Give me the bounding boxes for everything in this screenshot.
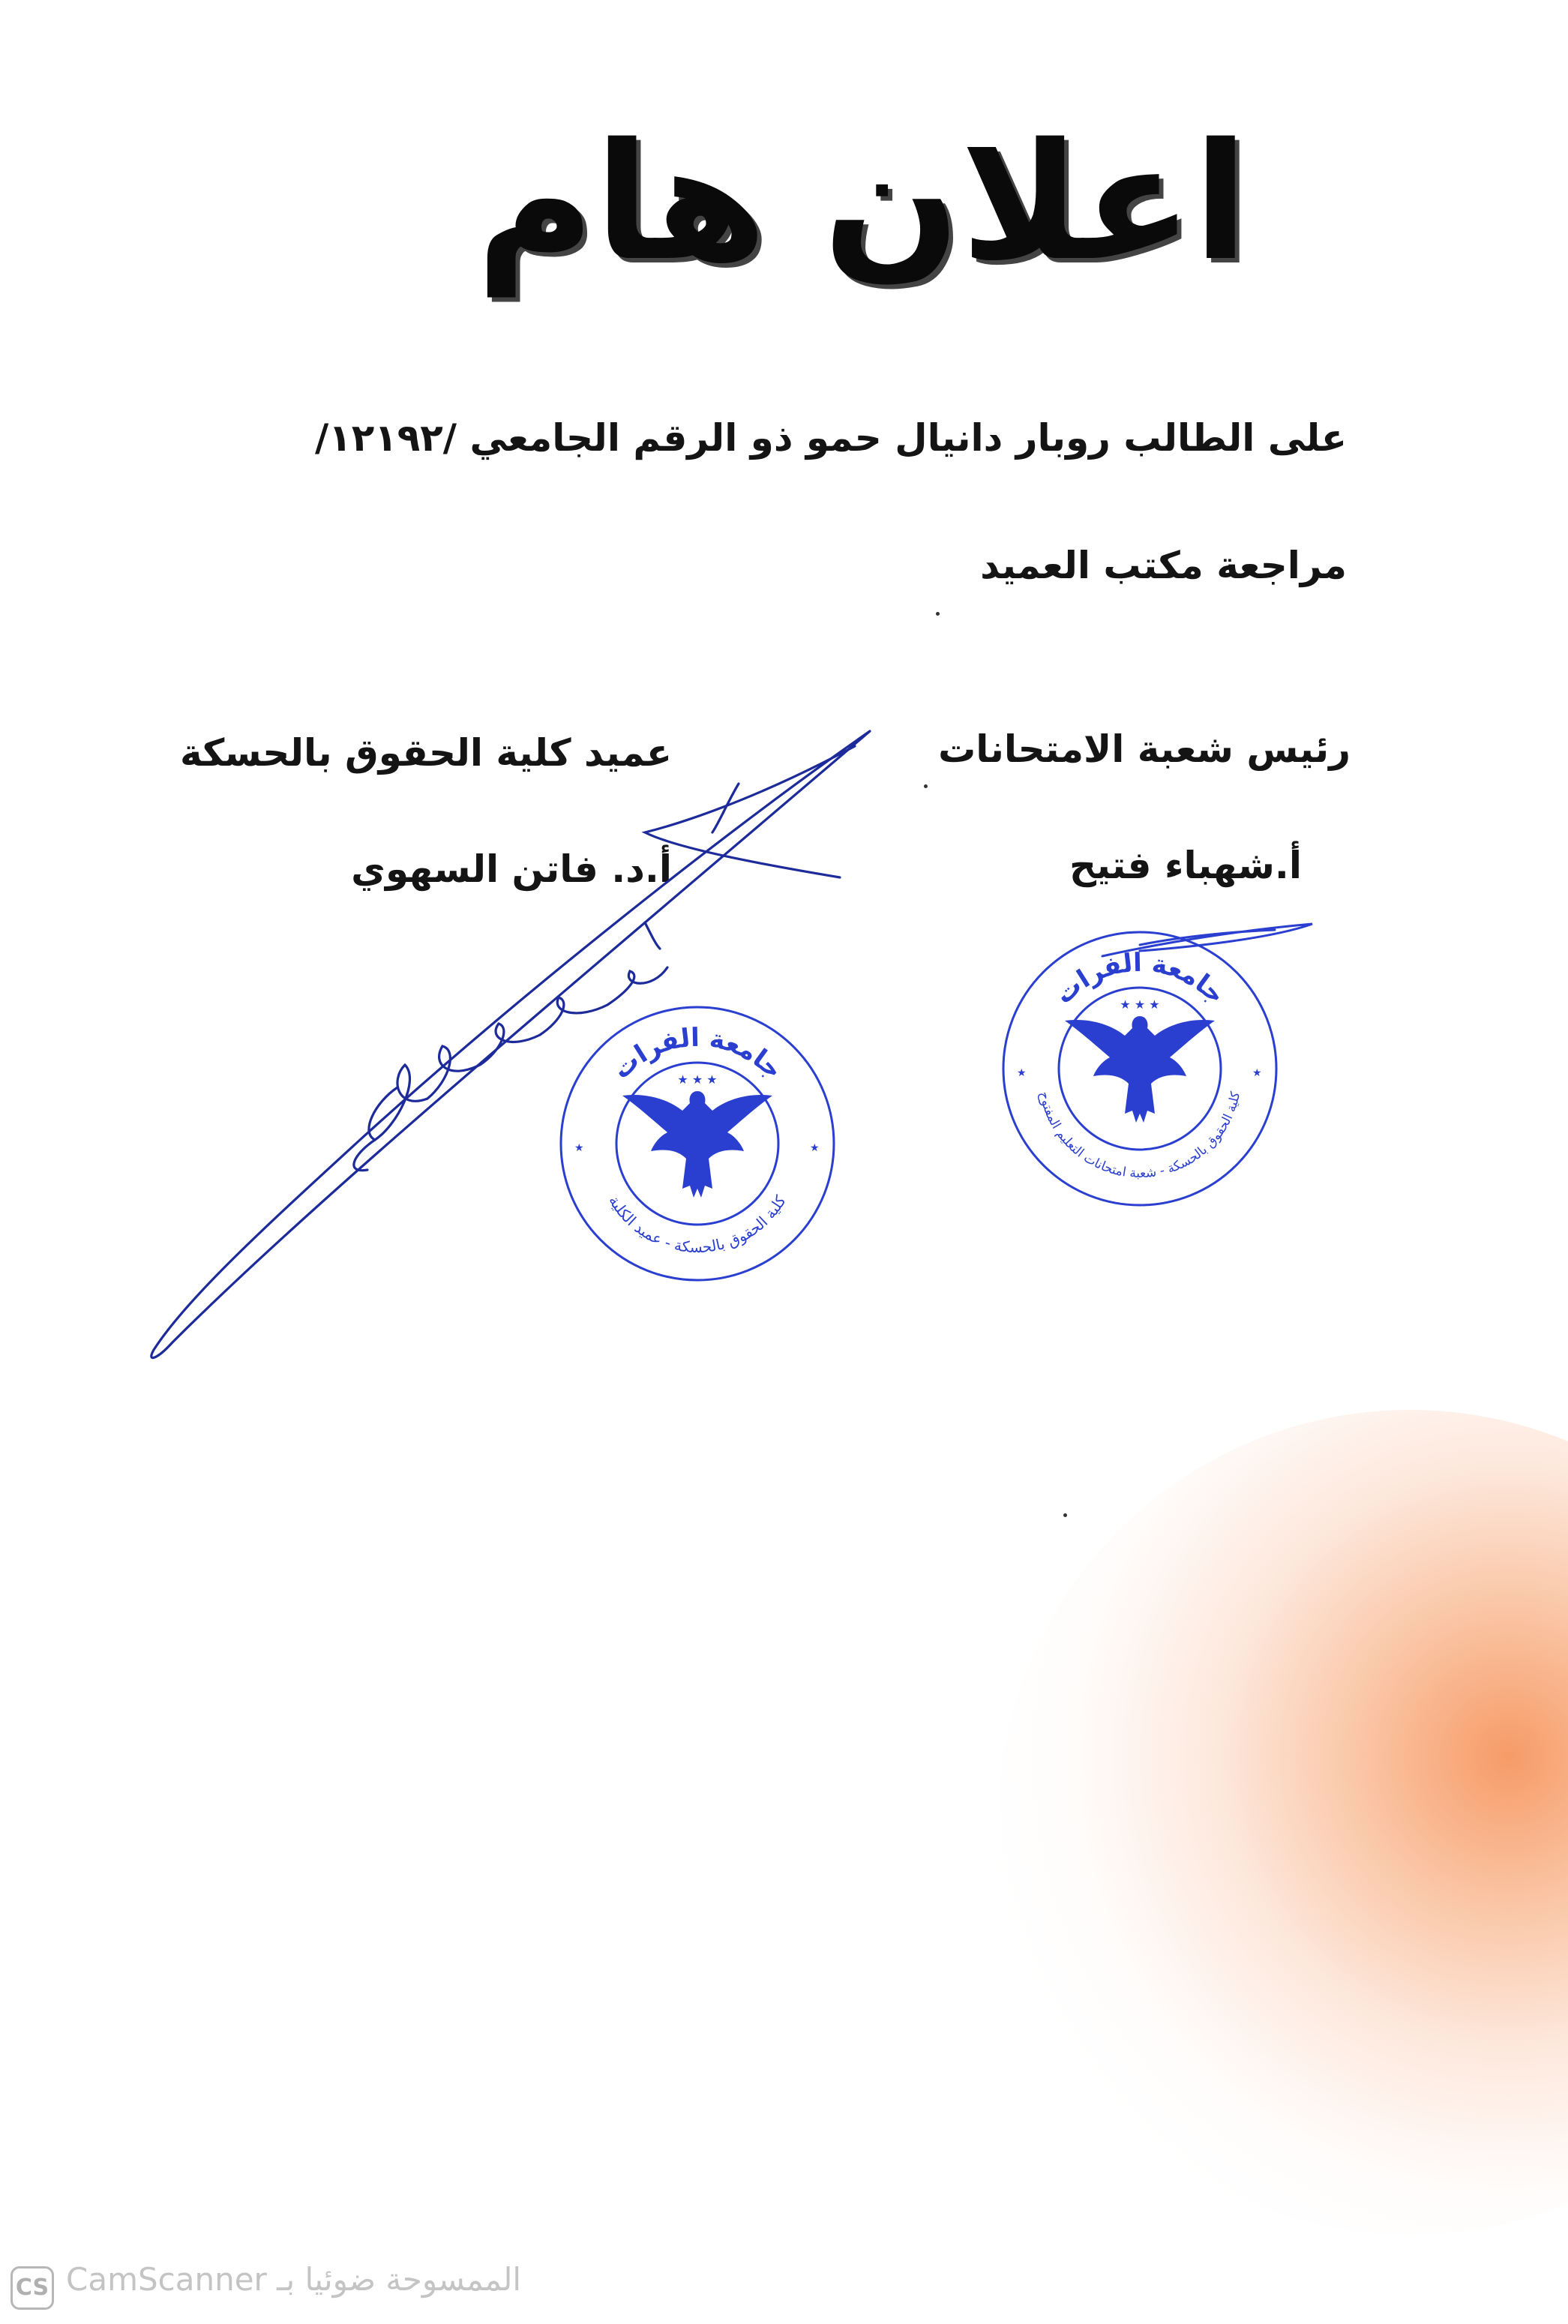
svg-text:★: ★ (1252, 1067, 1262, 1079)
dean-title: عميد كلية الحقوق بالحسكة (179, 731, 672, 775)
dean-office-instruction: مراجعة مكتب العميد (980, 544, 1347, 587)
svg-text:★: ★ (574, 1142, 584, 1154)
svg-text:★ ★ ★: ★ ★ ★ (1120, 997, 1160, 1012)
dean-official-stamp (555, 1001, 840, 1286)
eagle-emblem-icon (1065, 997, 1215, 1123)
exams-official-stamp (997, 926, 1282, 1211)
camscanner-watermark: الممسوحة ضوئيا بـ CamScanner (66, 2261, 522, 2298)
announcement-title: اعلان هام (476, 108, 1249, 296)
ink-speck (936, 612, 940, 616)
stamp-university-name: جامعة الفرات (1049, 947, 1231, 1011)
exams-head-name: أ.شهباء فتيح (1069, 844, 1302, 887)
student-notice-line: على الطالب روبار دانيال حمو ذو الرقم الجامعي /١٢١٩٢/ (314, 416, 1347, 460)
camscanner-logo-icon: CS (10, 2266, 54, 2310)
svg-text:★: ★ (810, 1142, 820, 1154)
svg-text:★: ★ (1017, 1067, 1027, 1079)
eagle-emblem-icon (622, 1072, 772, 1198)
svg-text:★ ★ ★: ★ ★ ★ (677, 1072, 718, 1087)
exams-head-title: رئيس شعبة الامتحانات (938, 727, 1351, 771)
stamp-department-text: كلية الحقوق بالحسكة - شعبة امتحانات التعليم المفتوح (1036, 1090, 1244, 1182)
ink-speck (924, 784, 928, 788)
ink-speck (1063, 1513, 1067, 1517)
orange-light-glare (997, 1410, 1568, 2235)
stamp-university-name: جامعة الفرات (607, 1022, 789, 1086)
dean-name: أ.د. فاتن السهوي (351, 847, 672, 891)
stamp-faculty-text: كلية الحقوق بالحسكة - عميد الكلية (605, 1192, 790, 1257)
